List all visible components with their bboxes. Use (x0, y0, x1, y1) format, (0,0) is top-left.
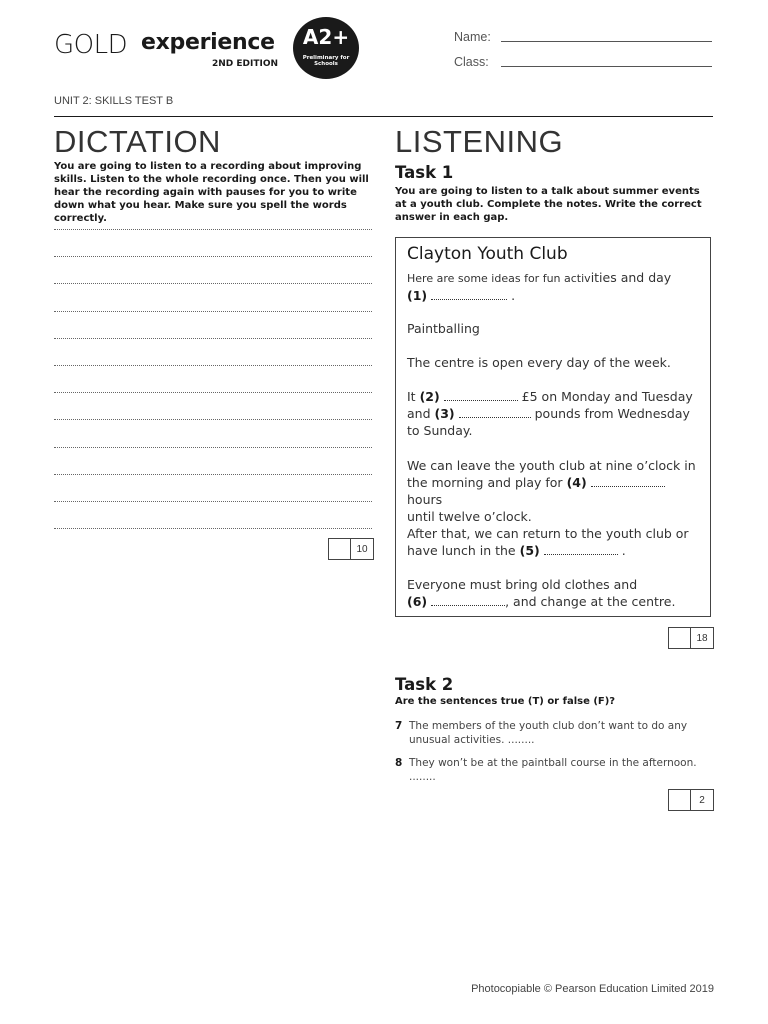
badge-level: A2+ (302, 25, 350, 49)
prices-text-b: £5 on Monday and Tuesday (521, 389, 693, 404)
score-blank[interactable] (669, 628, 691, 648)
name-label: Name: (454, 30, 491, 44)
class-field[interactable] (501, 66, 712, 67)
task2-item (395, 720, 709, 747)
gap-1-number: (1) (407, 288, 428, 303)
listening-title: LISTENING (395, 124, 564, 159)
schedule-text-c: hours (407, 492, 443, 507)
item-number: 7 (395, 720, 403, 732)
dictation-instructions: You are going to listen to a recording about improving skills. Listen to the whole recording once. Then you will hear the recording again with pauses for you to write down what you hear. Make sure you spell the words correctly. (54, 161, 369, 224)
score-blank[interactable] (669, 790, 691, 810)
dictation-writing-line[interactable] (54, 229, 372, 230)
dictation-writing-line[interactable] (54, 338, 372, 339)
notes-lunch: After that, we can return to the youth club or have lunch in the (5) . (407, 526, 689, 558)
prices-text-c: and (407, 406, 431, 421)
dictation-writing-line[interactable] (54, 283, 372, 284)
lunch-text-b: have lunch in the (407, 543, 516, 558)
gap-4[interactable] (591, 477, 665, 487)
gap-4-number: (4) (566, 475, 587, 490)
notes-prices (407, 388, 702, 439)
prices-text-a: It (407, 389, 416, 404)
intro-text-a: Here are some ideas for fun activ (407, 272, 591, 285)
task1-title: Task 1 (395, 163, 454, 182)
score-total: 18 (696, 632, 708, 644)
level-badge (293, 17, 359, 79)
dictation-score-box (328, 538, 374, 560)
item-text: The members of the youth club don’t want to do any unusual activities. ........ (409, 720, 688, 746)
notes-box (395, 237, 711, 617)
clothes-text-a: Everyone must bring old clothes and (407, 577, 638, 592)
schedule-text-d: until twelve o’clock. (407, 509, 532, 524)
intro-text-b: ities and day (590, 270, 672, 285)
schedule-text-b: the morning and play for (407, 475, 563, 490)
gap-2[interactable] (444, 391, 518, 401)
task2-instructions: Are the sentences true (T) or false (F)? (395, 696, 616, 707)
gap-6[interactable] (431, 596, 505, 606)
prices-text-d: pounds from Wednesday (534, 406, 690, 421)
unit-label: UNIT 2: SKILLS TEST B (54, 95, 174, 107)
task2-score-box (668, 789, 714, 811)
edition-label: 2ND EDITION (212, 59, 279, 69)
lunch-text-a: After that, we can return to the youth club or (407, 526, 689, 541)
dictation-writing-line[interactable] (54, 501, 372, 502)
score-blank[interactable] (329, 539, 351, 559)
notes-intro: Here are some ideas for fun activities and day (1) . (407, 270, 672, 303)
dictation-writing-line[interactable] (54, 365, 372, 366)
copyright-footer: Photocopiable © Pearson Education Limited 2019 (471, 983, 714, 995)
gap-2-number: (2) (419, 389, 440, 404)
logo-gold: GOLD (54, 30, 128, 60)
gap-5[interactable] (544, 545, 618, 555)
notes-schedule (407, 457, 702, 525)
logo-experience: experience (141, 30, 275, 55)
clothes-text-b: , and change at the centre. (505, 594, 676, 609)
item-text: They won’t be at the paintball course in the afternoon. ........ (409, 757, 697, 783)
gap-5-number: (5) (519, 543, 540, 558)
dictation-writing-line[interactable] (54, 392, 372, 393)
task1-score-box (668, 627, 714, 649)
prices-text-e: to Sunday. (407, 423, 473, 438)
gap-1[interactable] (431, 290, 507, 300)
notes-paintballing: Paintballing (407, 321, 480, 336)
schedule-text-a: We can leave the youth club at nine o’clock in (407, 458, 696, 473)
task1-instructions: You are going to listen to a talk about summer events at a youth club. Complete the notes. Write the correct answer in each gap. (395, 186, 702, 223)
dictation-title: DICTATION (54, 124, 221, 159)
dictation-writing-line[interactable] (54, 311, 372, 312)
notes-clothes (407, 576, 702, 610)
gap-6-number: (6) (407, 594, 428, 609)
badge-sub: Preliminary for Schools (302, 55, 350, 67)
dictation-writing-line[interactable] (54, 256, 372, 257)
name-field[interactable] (501, 41, 712, 42)
score-total: 10 (356, 543, 368, 555)
notes-opening: The centre is open every day of the week. (407, 355, 671, 370)
dictation-writing-line[interactable] (54, 447, 372, 448)
header-divider (54, 116, 713, 117)
notes-title: Clayton Youth Club (407, 244, 568, 264)
class-label: Class: (454, 55, 489, 69)
dictation-writing-line[interactable] (54, 528, 372, 529)
item-number: 8 (395, 757, 403, 769)
gap-3[interactable] (459, 408, 531, 418)
task2-item (395, 757, 709, 784)
task2-title: Task 2 (395, 675, 454, 694)
dictation-writing-line[interactable] (54, 419, 372, 420)
gap-3-number: (3) (434, 406, 455, 421)
score-total: 2 (699, 794, 705, 806)
dictation-writing-line[interactable] (54, 474, 372, 475)
